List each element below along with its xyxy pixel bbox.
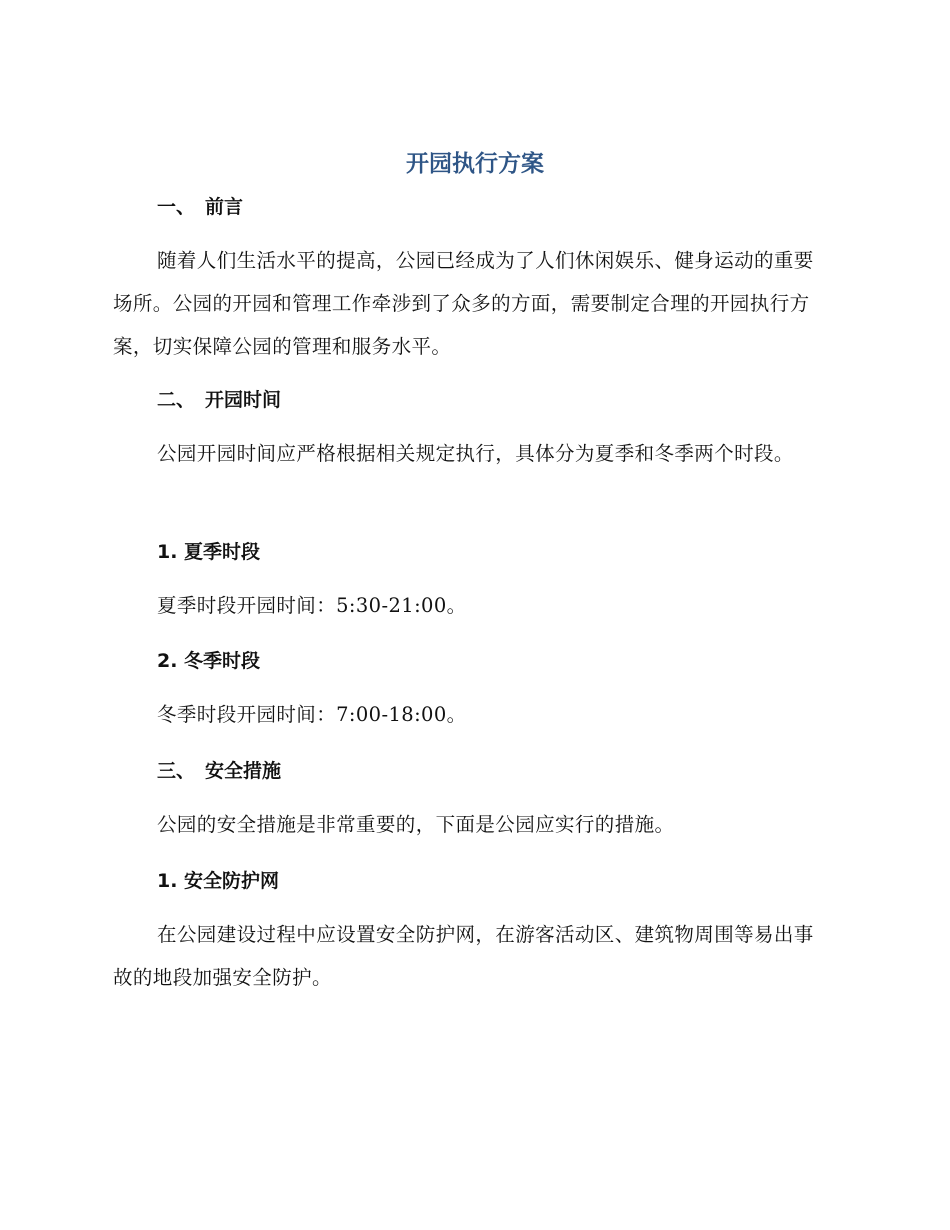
section-number: 一、 <box>157 196 196 218</box>
document-title: 开园执行方案 <box>406 151 544 177</box>
section-number: 二、 <box>157 389 196 411</box>
subsection-paragraph-summer: 夏季时段开园时间：5:30-21:00。 <box>157 594 467 617</box>
subsection-heading-summer: 1. 夏季时段 <box>157 541 261 563</box>
subsection-heading-safety-net: 1. 安全防护网 <box>157 870 280 892</box>
subsection-paragraph-safety-net: 在公园建设过程中应设置安全防护网，在游客活动区、建筑物周围等易出事故的地段加强安全防护。 <box>113 923 814 989</box>
section-heading-preface <box>157 192 243 222</box>
section-paragraph-opening-hours: 公园开园时间应严格根据相关规定执行，具体分为夏季和冬季两个时段。 <box>157 442 794 465</box>
section-heading-safety <box>157 756 281 786</box>
section-number: 三、 <box>157 760 196 782</box>
section-heading-opening-hours <box>157 385 281 415</box>
subsection-heading-winter: 2. 冬季时段 <box>157 650 261 672</box>
section-title: 开园时间 <box>205 389 282 411</box>
section-paragraph-safety: 公园的安全措施是非常重要的，下面是公园应实行的措施。 <box>157 813 675 836</box>
section-paragraph-preface: 随着人们生活水平的提高，公园已经成为了人们休闲娱乐、健身运动的重要场所。公园的开园和管理工作牵涉到了众多的方面，需要制定合理的开园执行方案，切实保障公园的管理和服务水平。 <box>113 249 814 358</box>
section-title: 安全措施 <box>205 760 282 782</box>
subsection-paragraph-winter: 冬季时段开园时间：7:00-18:00。 <box>157 703 467 726</box>
section-title: 前言 <box>205 196 244 218</box>
